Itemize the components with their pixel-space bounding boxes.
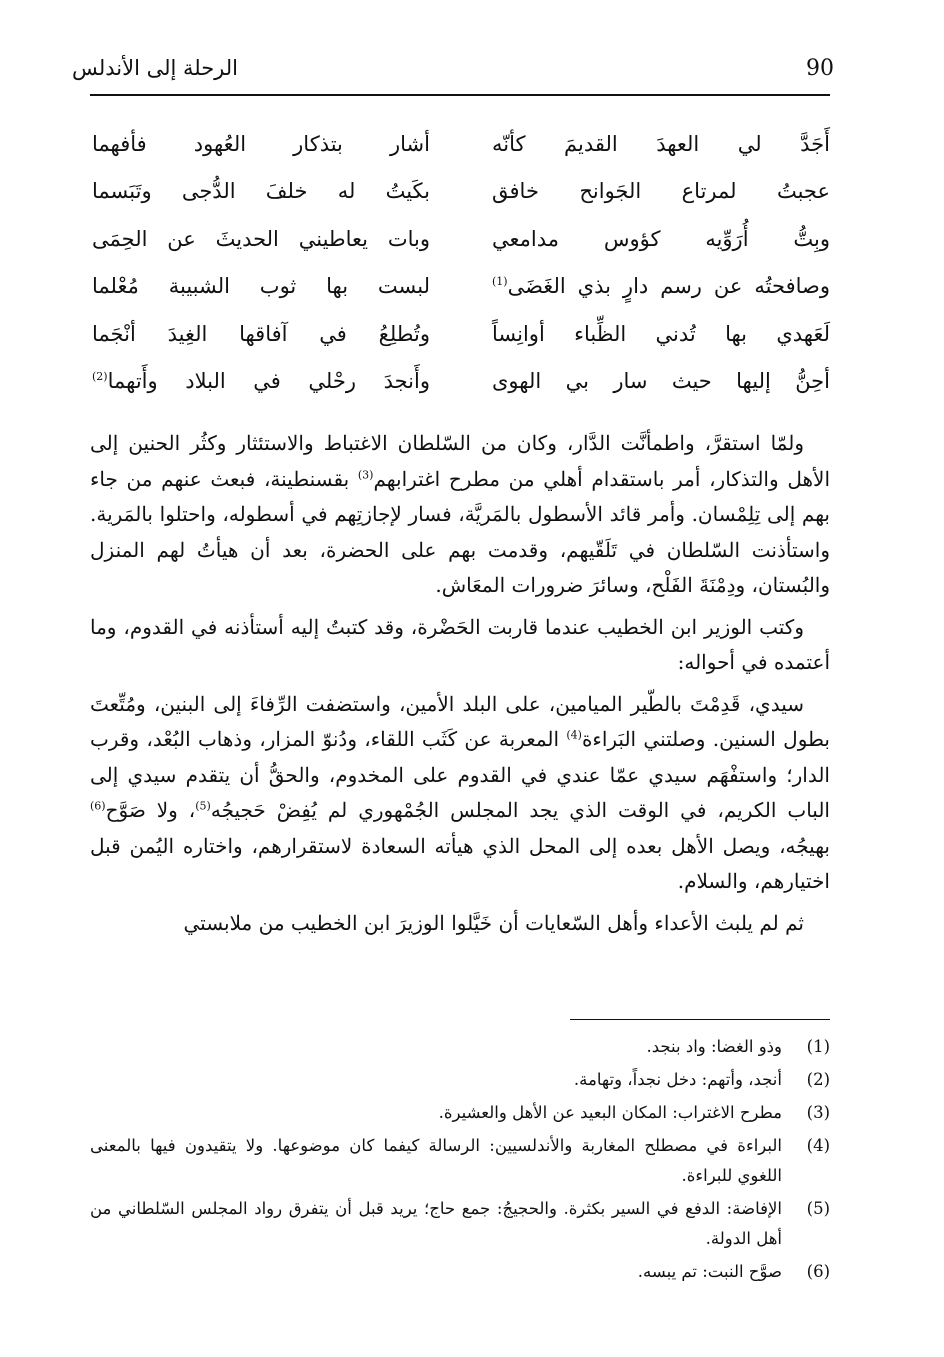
paragraph-text: ولمّا استقرَّ، واطمأنَّت الدَّار، وكان من السّلطان الاغتباط والاستئثار وكثُر الحنين إلى الأهل والتذكار، أمر باستقدام أهلي من مطرح اغترابهم [90,431,830,491]
verse-row [90,322,830,369]
verse-first-hemistich: أَجَدَّ لي العهدَ القديمَ كأنّه [492,132,830,156]
footnote-text: أنجد، وأتهم: دخل نجداً، وتهامة. [573,1070,782,1089]
footnote-text: وذو الغضا: واد بنجد. [646,1037,782,1056]
footnote-text: الإفاضة: الدفع في السير بكثرة. والحجيجُ: جمع حاج؛ يريد قبل أن يتفرق رواد المجلس السّلطاني من أهل الدولة. [90,1199,782,1248]
footnote [90,1131,830,1191]
header-rule [90,94,830,96]
footnote [90,1065,830,1095]
verse-text: وأَنجدَ رحْلي في البلاد وأَتهما [107,368,430,393]
paragraph [90,687,830,900]
footnote [90,1032,830,1062]
footnote-ref: (1) [492,275,508,289]
poem [90,132,830,416]
footnote-number: (3) [806,1103,830,1122]
verse-row [90,369,830,416]
verse-second-hemistich: وبات يعاطيني الحديثَ عن الحِمَى [92,226,430,251]
paragraph: وكتب الوزير ابن الخطيب عندما قاربت الحَضْرة، وقد كتبتُ إليه أستأذنه في القدوم، وما أعتمده في أحواله: [90,614,830,674]
verse-row [90,132,830,179]
verse-row [90,227,830,274]
verse-row [90,179,830,226]
footnote-number: (6) [806,1262,830,1281]
footnote-ref: (2) [92,369,108,383]
verse-row [90,274,830,321]
footnote-ref: (5) [195,799,211,813]
verse-text: وصافحتُه عن رسم دارٍ بذي الغَضَى [507,274,830,299]
footnote-ref: (3) [357,467,374,481]
page-number: 90 [806,56,834,81]
verse-second-hemistich: لبست بها ثوب الشبيبة مُعْلما [92,274,430,299]
footnote [90,1257,830,1287]
footnote [90,1194,830,1254]
verse-first-hemistich: لَعَهدي بها تُدني الظِّباء أوانِساً [492,321,830,346]
verse-first-hemistich: وبِتُّ أُرَوِّيه كؤوس مدامعي [492,226,830,251]
footnote-text: مطرح الاغتراب: المكان البعيد عن الأهل والعشيرة. [438,1103,782,1122]
paragraph-text: بهيجُه، ويصل الأهل بعده إلى المحل الذي هيأته السعادة لاستقرارهم، واختاره اليُمن قبل اختيارهم، والسلام. [90,833,830,893]
footnote-text: صوَّح النبت: تم يبسه. [637,1262,782,1281]
footnote-number: (2) [806,1070,830,1089]
body-text [90,426,830,941]
footnote-ref: (6) [90,799,106,813]
verse-first-hemistich: أحِنُّ إليها حيث سار بي الهوى [492,368,830,393]
verse-second-hemistich: بكَيتُ له خلفَ الدُّجى وتَبَسما [92,179,430,204]
footnote-number: (1) [806,1037,830,1056]
paragraph-text: بقسنطينة، فبعث عنهم من جاء بهم إلى تِلِمْسان. وأمر قائد الأسطول بالمَريَّة، فسار لإجازتِهم في أسطوله، واحتلوا بالمَرية. واستأذنت السّلطان في تَلَقّيهم، وقدمت بهم على الحضرة، بعد أن هيأتُ لهم المنزل والبُستان، ودِمْنَةَ الفَلْح، وسائرَ ضرورات المعَاش. [90,466,830,597]
footnote-text: البراءة في مصطلح المغاربة والأندلسيين: الرسالة كيفما كان موضوعها. ولا يتقيدون فيها بالمعنى اللغوي للبراءة. [90,1136,782,1185]
verse-first-hemistich: عجبتُ لمرتاع الجَوانح خافق [492,179,830,204]
footnotes [90,1032,830,1290]
paragraph-text: سيدي، قَدِمْتَ بالطّير الميامين، على البلد الأمين، واستضفت الرِّفاءَ إلى البنين، ومُتِّعتَ بطول السنين. وصلتني البَراءة [90,691,830,751]
verse-second-hemistich: وتُطلِعُ في آفاقها الغِيدَ أنْجَما [92,321,430,346]
verse-second-hemistich [92,369,430,393]
paragraph-text: المعربة عن كَثَب اللقاء، ودُنوّ المزار، وذهاب البُعْد، وقرب الدار؛ واستفْهَم سيدي عمّا عندي في القدوم على المخدوم، والحقُّ أن يتقدم سيدي إلى الباب الكريم، في الوقت الذي يجد المجلس الجُمْهوري لم يُفِضْ حَجيجُه [90,727,830,822]
footnote-number: (4) [806,1136,830,1155]
running-title: الرحلة إلى الأندلس [72,56,238,80]
paragraph [90,426,830,604]
verse-first-hemistich [492,274,830,298]
paragraph: ثم لم يلبث الأعداء وأهل السّعايات أن خَيَّلوا الوزيرَ ابن الخطيب من ملابستي [183,910,804,935]
paragraph-text: ، ولا صَوَّح [105,798,196,822]
footnote [90,1098,830,1128]
footnote-rule [570,1019,830,1020]
footnote-ref: (4) [566,728,582,742]
footnote-number: (5) [806,1199,830,1218]
verse-second-hemistich: أشار بتذكار العُهود فأفهما [92,132,430,156]
